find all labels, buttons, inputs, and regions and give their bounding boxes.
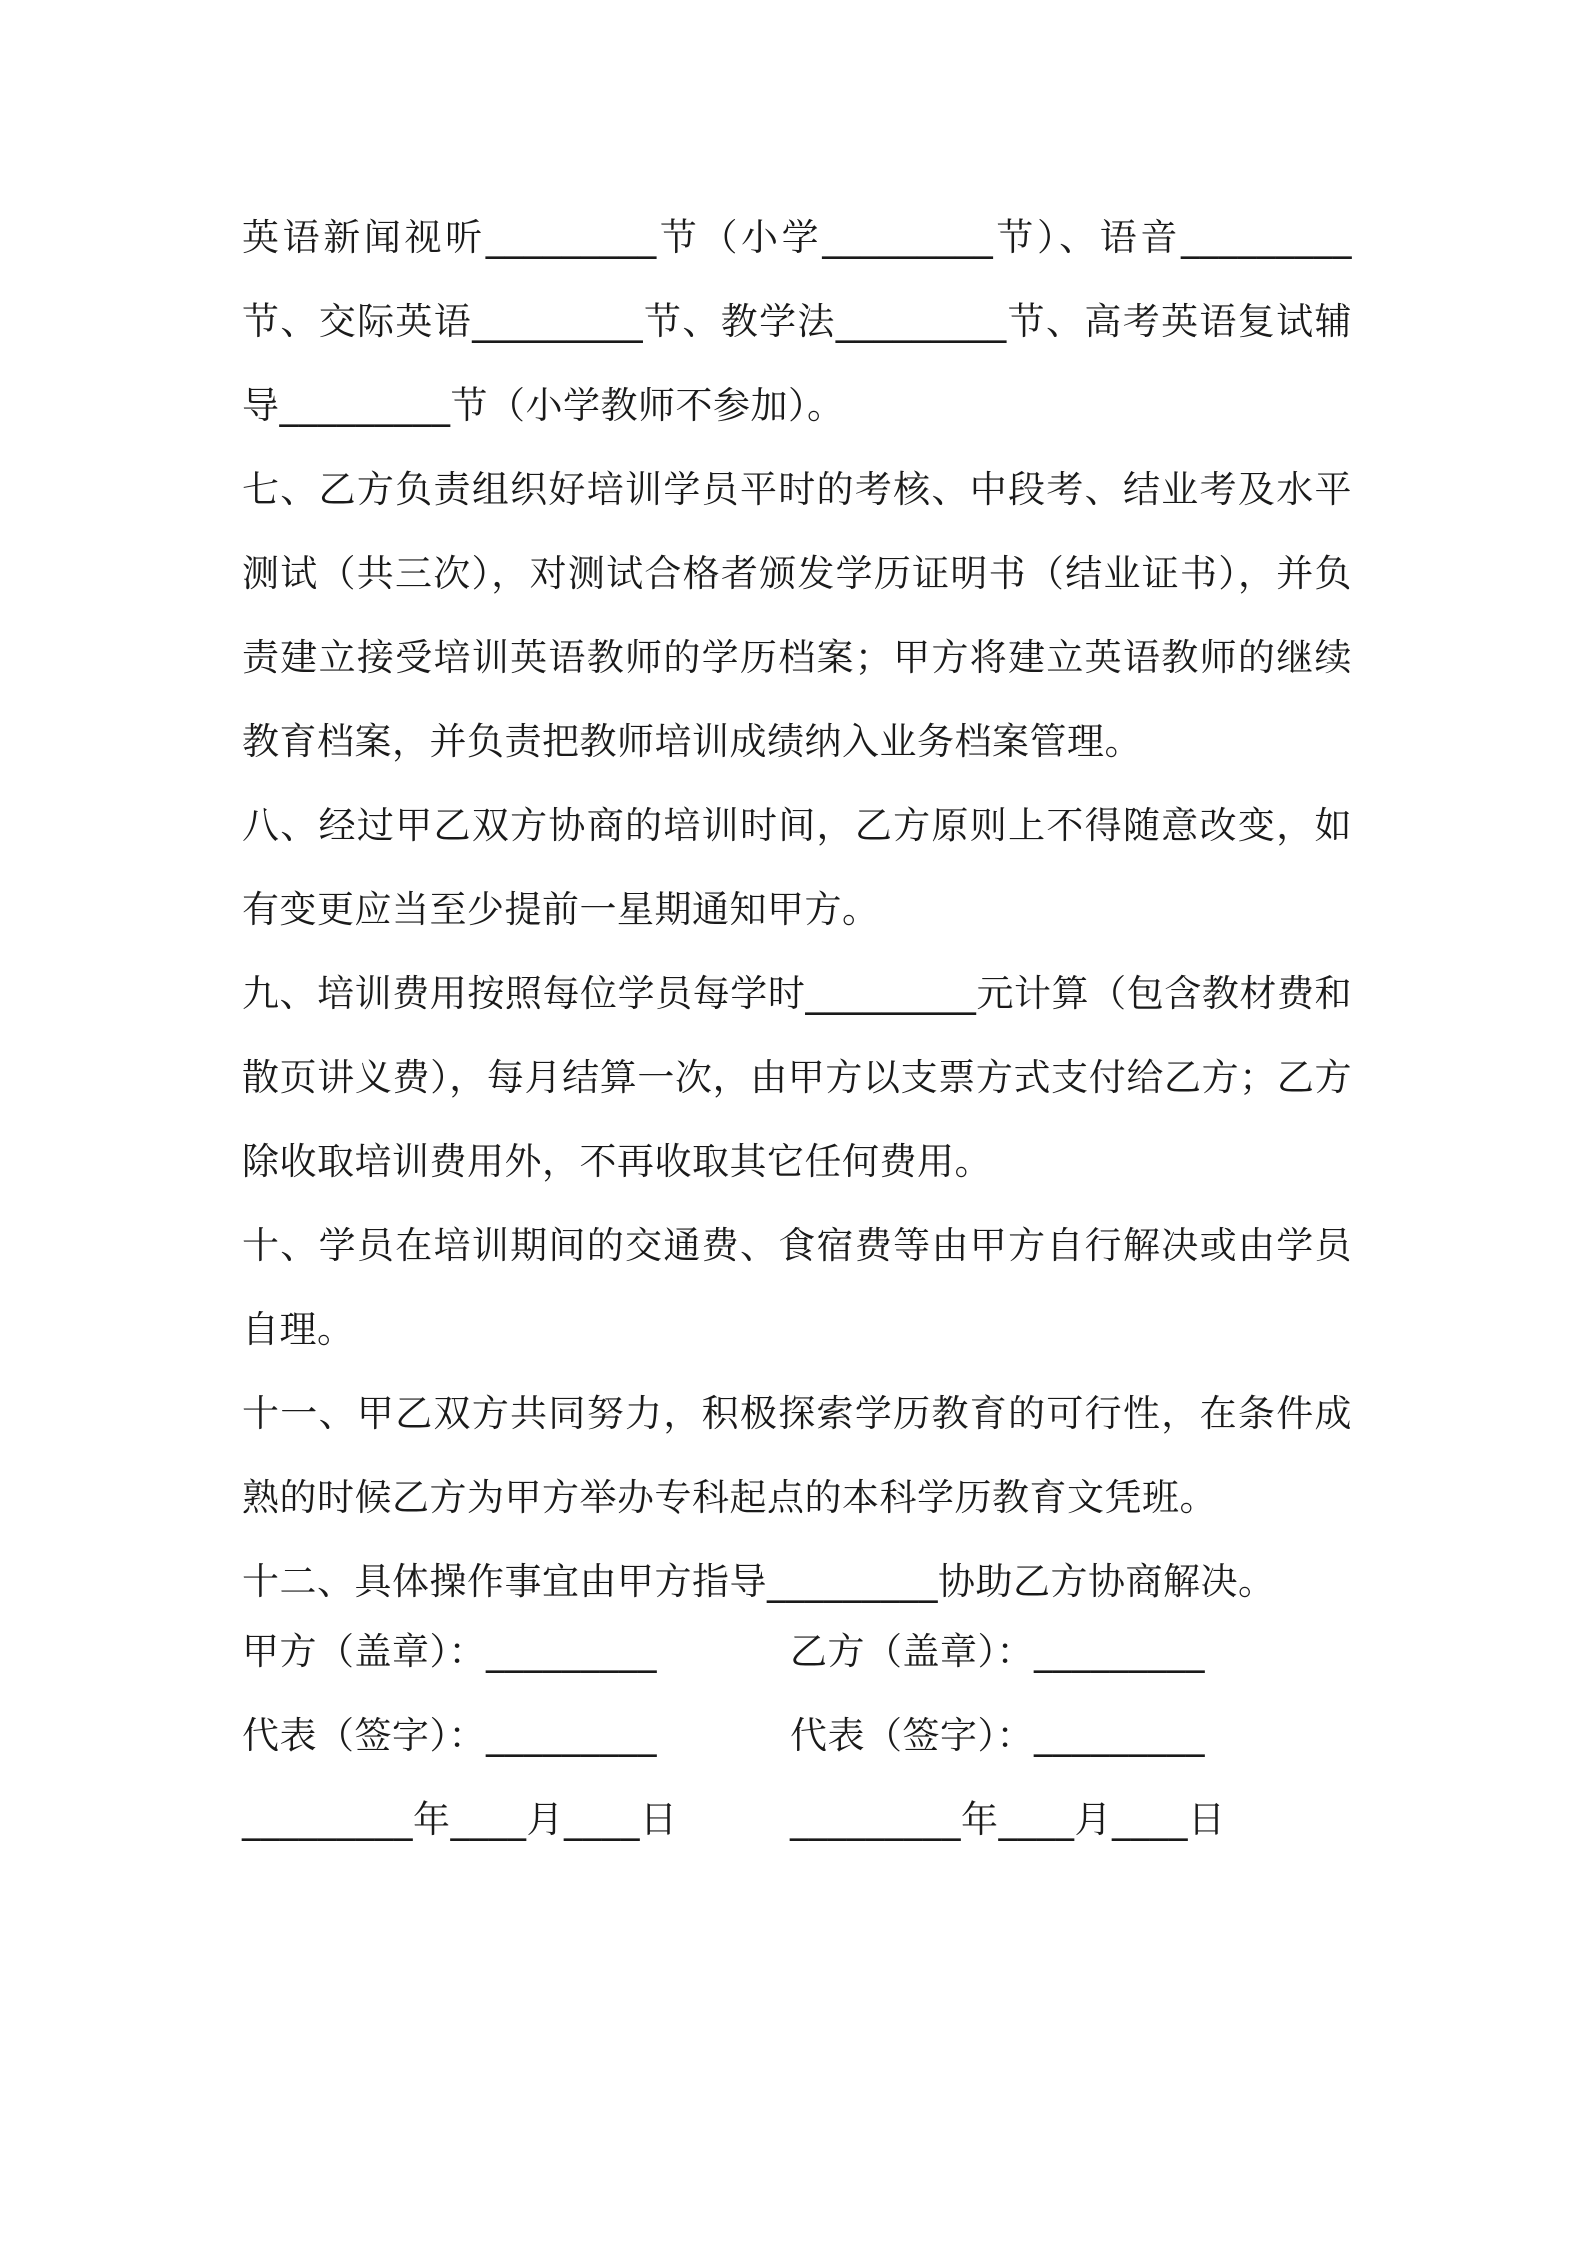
party-a-date: _________年____月____日 bbox=[242, 1798, 678, 1841]
party-a-seal: 甲方（盖章）：_________ bbox=[242, 1630, 657, 1673]
document-body bbox=[242, 196, 1352, 1624]
party-b-seal: 乙方（盖章）：_________ bbox=[790, 1630, 1205, 1673]
paragraph-clause-12: 十二、具体操作事宜由甲方指导_________协助乙方协商解决。 bbox=[242, 1560, 1276, 1603]
paragraph-clause-11: 十一、甲乙双方共同努力，积极探索学历教育的可行性，在条件成熟的时候乙方为甲方举办专科起点的本科学历教育文凭班。 bbox=[242, 1392, 1352, 1519]
party-b-representative: 代表（签字）：_________ bbox=[790, 1714, 1205, 1757]
paragraph-clause-9: 九、培训费用按照每位学员每学时_________元计算（包含教材费和散页讲义费），每月结算一次，由甲方以支票方式支付给乙方；乙方除收取培训费用外，不再收取其它任何费用。 bbox=[242, 972, 1352, 1183]
paragraph-clause-10: 十、学员在培训期间的交通费、食宿费等由甲方自行解决或由学员自理。 bbox=[242, 1224, 1352, 1351]
paragraph-clause-7: 七、乙方负责组织好培训学员平时的考核、中段考、结业考及水平测试（共三次），对测试合格者颁发学历证明书（结业证书），并负责建立接受培训英语教师的学历档案；甲方将建立英语教师的继续教育档案，并负责把教师培训成绩纳入业务档案管理。 bbox=[242, 468, 1352, 763]
party-a-representative: 代表（签字）：_________ bbox=[242, 1714, 657, 1757]
paragraph-clause-8: 八、经过甲乙双方协商的培训时间，乙方原则上不得随意改变，如有变更应当至少提前一星期通知甲方。 bbox=[242, 804, 1352, 931]
party-b-date: _________年____月____日 bbox=[790, 1798, 1226, 1841]
paragraph-course-hours: 英语新闻视听_________节（小学_________节）、语音_________节、交际英语_________节、教学法_________节、高考英语复试辅导_________节（小学教师不参加）。 bbox=[242, 216, 1352, 427]
